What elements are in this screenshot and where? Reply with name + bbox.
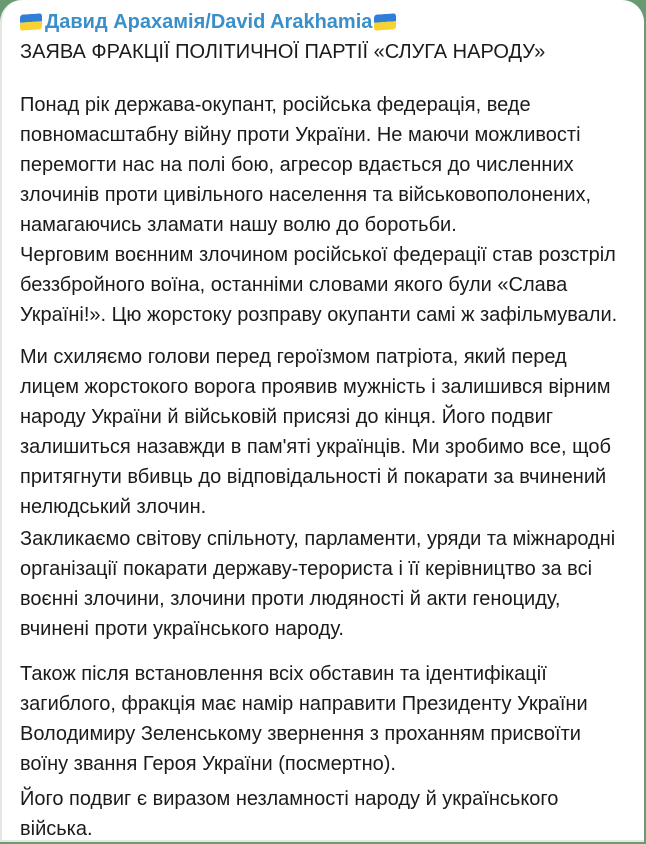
- text-line: організації покарати державу-терориста і її керівництво за всі: [20, 558, 593, 580]
- text-line: Україні!». Цю жорстоку розправу окупанти самі ж зафільмували.: [20, 304, 618, 326]
- text-line: воєнні злочини, злочини проти людяності й акти геноциду,: [20, 588, 561, 610]
- ukraine-flag-icon: [20, 13, 42, 31]
- channel-header[interactable]: [20, 7, 396, 37]
- text-line: вчинені проти українського народу.: [20, 618, 344, 640]
- ukraine-flag-icon: [374, 13, 396, 31]
- text-line: Його подвиг є виразом незламності народу й українського: [20, 788, 559, 810]
- statement-title: ЗАЯВА ФРАКЦІЇ ПОЛІТИЧНОЇ ПАРТІЇ «СЛУГА НАРОДУ»: [20, 41, 546, 63]
- paragraph-6: [20, 784, 640, 844]
- paragraph-3: [20, 342, 640, 522]
- text-line: лицем жорстокого ворога проявив мужність і залишився вірним: [20, 376, 611, 398]
- text-line: беззбройного воїна, останніми словами якого були «Слава: [20, 274, 568, 296]
- text-line: війська.: [20, 818, 93, 840]
- text-line: перемогти нас на полі бою, агресор вдається до численних: [20, 154, 574, 176]
- text-line: намагаючись зламати нашу волю до боротьби.: [20, 214, 457, 236]
- text-line: Черговим воєнним злочином російської федерації став розстріл: [20, 244, 616, 266]
- text-line: повномасштабну війну проти України. Не маючи можливості: [20, 124, 581, 146]
- text-line: нелюдський злочин.: [20, 496, 207, 518]
- text-line: Ми схиляємо голови перед героїзмом патріота, який перед: [20, 346, 567, 368]
- text-line: воїну звання Героя України (посмертно).: [20, 753, 396, 775]
- paragraph-2: [20, 240, 640, 330]
- text-line: Володимиру Зеленському звернення з проханням присвоїти: [20, 723, 581, 745]
- text-line: злочинів проти цивільного населення та військовополонених,: [20, 184, 592, 206]
- text-line: Понад рік держава-окупант, російська федерація, веде: [20, 94, 531, 116]
- text-line: загиблого, фракція має намір направити Президенту України: [20, 693, 588, 715]
- paragraph-4: [20, 524, 640, 644]
- paragraph-1: [20, 90, 640, 240]
- text-line: Закликаємо світову спільноту, парламенти, уряди та міжнародні: [20, 528, 616, 550]
- paragraph-5: [20, 659, 640, 779]
- text-line: залишиться назавжди в пам'яті українців. Ми зробимо все, щоб: [20, 436, 611, 458]
- text-line: притягнути вбивць до відповідальності й покарати за вчинений: [20, 466, 607, 488]
- text-line: народу України й військовій присязі до кінця. Його подвиг: [20, 406, 554, 428]
- text-line: Також після встановлення всіх обставин та ідентифікації: [20, 663, 547, 685]
- channel-name[interactable]: Давид Арахамія/David Arakhamia: [45, 11, 373, 33]
